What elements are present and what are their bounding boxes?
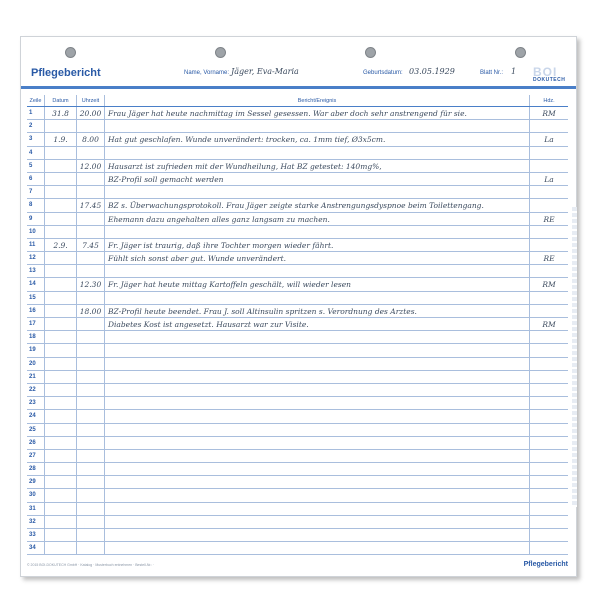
table-row	[27, 213, 568, 226]
birth-value: 03.05.1929	[409, 67, 455, 76]
date-cell	[45, 542, 77, 554]
birth-label: Geburtsdatum:	[363, 70, 403, 76]
report-cell: BZ-Profil soll gemacht werden	[105, 173, 530, 185]
header-zeile: Zeile	[27, 95, 45, 106]
row-number: 7	[27, 186, 45, 198]
report-cell: BZ s. Überwachungsprotokoll. Frau Jäger zeigte starke Anstrengungsdyspnoe beim Toilettengang.	[105, 199, 530, 211]
row-number: 26	[27, 437, 45, 449]
date-cell	[45, 160, 77, 172]
report-cell	[105, 450, 530, 462]
table-row	[27, 516, 568, 529]
row-number: 28	[27, 463, 45, 475]
report-cell: Fr. Jäger ist traurig, daß ihre Tochter morgen wieder fährt.	[105, 239, 530, 251]
report-cell	[105, 147, 530, 159]
signature-cell	[530, 489, 568, 501]
date-cell	[45, 371, 77, 383]
date-cell	[45, 305, 77, 317]
table-row	[27, 450, 568, 463]
table-row	[27, 107, 568, 120]
time-cell	[77, 410, 105, 422]
report-cell	[105, 331, 530, 343]
signature-cell	[530, 529, 568, 541]
row-number: 3	[27, 133, 45, 145]
table-row	[27, 120, 568, 133]
report-cell	[105, 529, 530, 541]
time-cell	[77, 516, 105, 528]
table-row	[27, 292, 568, 305]
time-cell	[77, 529, 105, 541]
date-cell	[45, 173, 77, 185]
date-cell	[45, 331, 77, 343]
time-cell	[77, 476, 105, 488]
brand-logo: BOI DOKUTECH	[533, 65, 566, 83]
table-row	[27, 160, 568, 173]
header-uhrzeit: Uhrzeit	[77, 95, 105, 106]
date-cell: 1.9.	[45, 133, 77, 145]
time-cell	[77, 226, 105, 238]
time-cell	[77, 252, 105, 264]
date-cell	[45, 358, 77, 370]
form-title: Pflegebericht	[31, 67, 101, 79]
table-row	[27, 331, 568, 344]
signature-cell: RM	[542, 280, 556, 290]
signature-cell	[530, 371, 568, 383]
report-cell	[105, 424, 530, 436]
time-cell	[77, 489, 105, 501]
report-cell	[105, 120, 530, 132]
row-number: 4	[27, 147, 45, 159]
date-cell	[45, 226, 77, 238]
date-cell	[45, 292, 77, 304]
row-number: 9	[27, 213, 45, 225]
punch-hole	[65, 47, 76, 58]
row-number: 1	[27, 107, 45, 119]
time-cell	[77, 265, 105, 277]
report-cell	[105, 542, 530, 554]
signature-cell	[530, 265, 568, 277]
row-number: 11	[27, 239, 45, 251]
table-row	[27, 318, 568, 331]
date-cell	[45, 410, 77, 422]
header-rule	[21, 86, 576, 89]
row-number: 24	[27, 410, 45, 422]
table-row	[27, 252, 568, 265]
row-number: 5	[27, 160, 45, 172]
row-number: 25	[27, 424, 45, 436]
table-row	[27, 410, 568, 423]
date-cell	[45, 147, 77, 159]
report-cell	[105, 503, 530, 515]
time-cell	[77, 542, 105, 554]
time-cell: 12.30	[77, 278, 105, 290]
time-cell: 12.00	[77, 160, 105, 172]
time-cell: 8.00	[77, 133, 105, 145]
row-number: 10	[27, 226, 45, 238]
time-cell	[77, 358, 105, 370]
time-cell: 18.00	[77, 305, 105, 317]
name-label: Name, Vorname:	[184, 70, 230, 76]
row-number: 16	[27, 305, 45, 317]
row-number: 2	[27, 120, 45, 132]
signature-cell	[530, 397, 568, 409]
time-cell: 7.45	[77, 239, 105, 251]
date-cell	[45, 437, 77, 449]
date-cell	[45, 463, 77, 475]
signature-cell	[530, 516, 568, 528]
table-header	[27, 95, 568, 107]
report-cell	[105, 516, 530, 528]
table-row	[27, 344, 568, 357]
date-cell	[45, 265, 77, 277]
sheet-label: Blatt Nr.:	[480, 70, 504, 76]
time-cell	[77, 186, 105, 198]
signature-cell	[530, 437, 568, 449]
time-cell	[77, 120, 105, 132]
signature-cell	[530, 410, 568, 422]
date-cell	[45, 503, 77, 515]
time-cell	[77, 384, 105, 396]
date-cell	[45, 516, 77, 528]
signature-cell: RM	[542, 320, 556, 329]
time-cell	[77, 463, 105, 475]
time-cell	[77, 173, 105, 185]
report-cell: Ehemann dazu angehalten alles ganz langsam zu machen.	[105, 213, 530, 225]
date-cell	[45, 489, 77, 501]
header-hdz: Hdz.	[543, 98, 555, 104]
date-cell	[45, 252, 77, 264]
signature-cell: La	[544, 135, 554, 145]
date-cell	[45, 186, 77, 198]
row-number: 14	[27, 278, 45, 290]
row-number: 6	[27, 173, 45, 185]
signature-cell	[530, 331, 568, 343]
signature-cell	[530, 226, 568, 238]
report-cell	[105, 344, 530, 356]
row-number: 33	[27, 529, 45, 541]
row-number: 19	[27, 344, 45, 356]
row-number: 22	[27, 384, 45, 396]
date-cell: 2.9.	[45, 239, 77, 251]
table-row	[27, 278, 568, 291]
punch-hole	[515, 47, 526, 58]
header-datum: Datum	[45, 95, 77, 106]
table-row	[27, 424, 568, 437]
table-row	[27, 133, 568, 146]
date-cell	[45, 318, 77, 330]
row-number: 31	[27, 503, 45, 515]
side-perforation	[572, 207, 577, 507]
table-row	[27, 476, 568, 489]
date-cell	[45, 397, 77, 409]
row-number: 13	[27, 265, 45, 277]
signature-cell	[530, 292, 568, 304]
row-number: 30	[27, 489, 45, 501]
signature-cell	[530, 305, 568, 317]
signature-cell	[530, 450, 568, 462]
table-row	[27, 173, 568, 186]
footer-imprint: © 2015 BOI-DOKUTECH GmbH · Katalog · Musterbuch entnehmen · Bestell-Nr.: ·	[27, 563, 155, 567]
table-row	[27, 384, 568, 397]
report-cell	[105, 371, 530, 383]
report-cell: Fr. Jäger hat heute mittag Kartoffeln geschält, will wieder lesen	[105, 278, 530, 290]
table-row	[27, 371, 568, 384]
report-cell	[105, 489, 530, 501]
time-cell: 20.00	[77, 107, 105, 119]
date-cell	[45, 344, 77, 356]
table-row	[27, 529, 568, 542]
time-cell	[77, 503, 105, 515]
form-header	[21, 67, 576, 83]
table-row	[27, 265, 568, 278]
signature-cell	[530, 463, 568, 475]
row-number: 29	[27, 476, 45, 488]
header-bericht: Bericht/Ereignis	[105, 95, 530, 106]
row-number: 27	[27, 450, 45, 462]
table-row	[27, 186, 568, 199]
report-cell: Frau Jäger hat heute nachmittag im Sessel gesessen. War aber doch sehr anstrengend für sie.	[105, 107, 530, 119]
time-cell	[77, 331, 105, 343]
row-number: 18	[27, 331, 45, 343]
report-cell: Fühlt sich sonst aber gut. Wunde unverändert.	[105, 252, 530, 264]
row-number: 15	[27, 292, 45, 304]
report-cell	[105, 476, 530, 488]
signature-cell	[530, 344, 568, 356]
signature-cell: RE	[543, 214, 555, 224]
date-cell	[45, 450, 77, 462]
row-number: 8	[27, 199, 45, 211]
table-row	[27, 199, 568, 212]
table-row	[27, 489, 568, 502]
time-cell	[77, 147, 105, 159]
table-row	[27, 305, 568, 318]
date-cell	[45, 424, 77, 436]
report-cell	[105, 463, 530, 475]
signature-cell: La	[544, 174, 554, 184]
date-cell: 31.8	[45, 107, 77, 119]
report-cell	[105, 437, 530, 449]
row-number: 17	[27, 318, 45, 330]
row-number: 34	[27, 542, 45, 554]
table-row	[27, 437, 568, 450]
report-cell	[105, 265, 530, 277]
report-table	[27, 95, 568, 555]
signature-cell	[530, 384, 568, 396]
signature-cell	[530, 476, 568, 488]
report-cell: Hausarzt ist zufrieden mit der Wundheilung, Hat BZ getestet: 140mg%,	[105, 160, 530, 172]
row-number: 23	[27, 397, 45, 409]
time-cell: 17.45	[77, 199, 105, 211]
signature-cell	[530, 199, 568, 211]
signature-cell	[530, 160, 568, 172]
signature-cell	[530, 120, 568, 132]
date-cell	[45, 476, 77, 488]
row-number: 32	[27, 516, 45, 528]
table-row	[27, 397, 568, 410]
time-cell	[77, 292, 105, 304]
name-value: Jäger, Eva-Maria	[231, 67, 299, 76]
table-row	[27, 463, 568, 476]
report-cell	[105, 186, 530, 198]
table-row	[27, 503, 568, 516]
signature-cell	[530, 147, 568, 159]
time-cell	[77, 318, 105, 330]
time-cell	[77, 344, 105, 356]
date-cell	[45, 120, 77, 132]
signature-cell	[530, 503, 568, 515]
report-cell: Diabetes Kost ist angesetzt. Hausarzt war zur Visite.	[105, 318, 530, 330]
date-cell	[45, 213, 77, 225]
care-report-sheet	[20, 36, 577, 577]
table-row	[27, 239, 568, 252]
report-cell	[105, 226, 530, 238]
date-cell	[45, 278, 77, 290]
time-cell	[77, 397, 105, 409]
report-cell	[105, 292, 530, 304]
row-number: 20	[27, 358, 45, 370]
report-cell: Hat gut geschlafen. Wunde unverändert: trocken, ca. 1mm tief, Ø3x5cm.	[105, 133, 530, 145]
date-cell	[45, 529, 77, 541]
footer-title: Pflegebericht	[523, 561, 568, 568]
report-cell	[105, 397, 530, 409]
table-row	[27, 226, 568, 239]
signature-cell	[530, 358, 568, 370]
signature-cell	[530, 186, 568, 198]
signature-cell	[530, 424, 568, 436]
report-cell	[105, 384, 530, 396]
report-cell: BZ-Profil heute beendet. Frau J. soll Altinsulin spritzen s. Verordnung des Arztes.	[105, 305, 530, 317]
signature-cell: RM	[542, 109, 556, 118]
sheet-value: 1	[511, 67, 517, 76]
report-cell	[105, 410, 530, 422]
table-row	[27, 358, 568, 371]
time-cell	[77, 437, 105, 449]
signature-cell	[530, 542, 568, 554]
punch-hole	[215, 47, 226, 58]
signature-cell: RE	[543, 254, 555, 264]
punch-hole	[365, 47, 376, 58]
time-cell	[77, 213, 105, 225]
date-cell	[45, 199, 77, 211]
table-row	[27, 542, 568, 555]
report-cell	[105, 358, 530, 370]
row-number: 21	[27, 371, 45, 383]
signature-cell	[530, 239, 568, 251]
table-row	[27, 147, 568, 160]
row-number: 12	[27, 252, 45, 264]
time-cell	[77, 371, 105, 383]
date-cell	[45, 384, 77, 396]
time-cell	[77, 450, 105, 462]
time-cell	[77, 424, 105, 436]
